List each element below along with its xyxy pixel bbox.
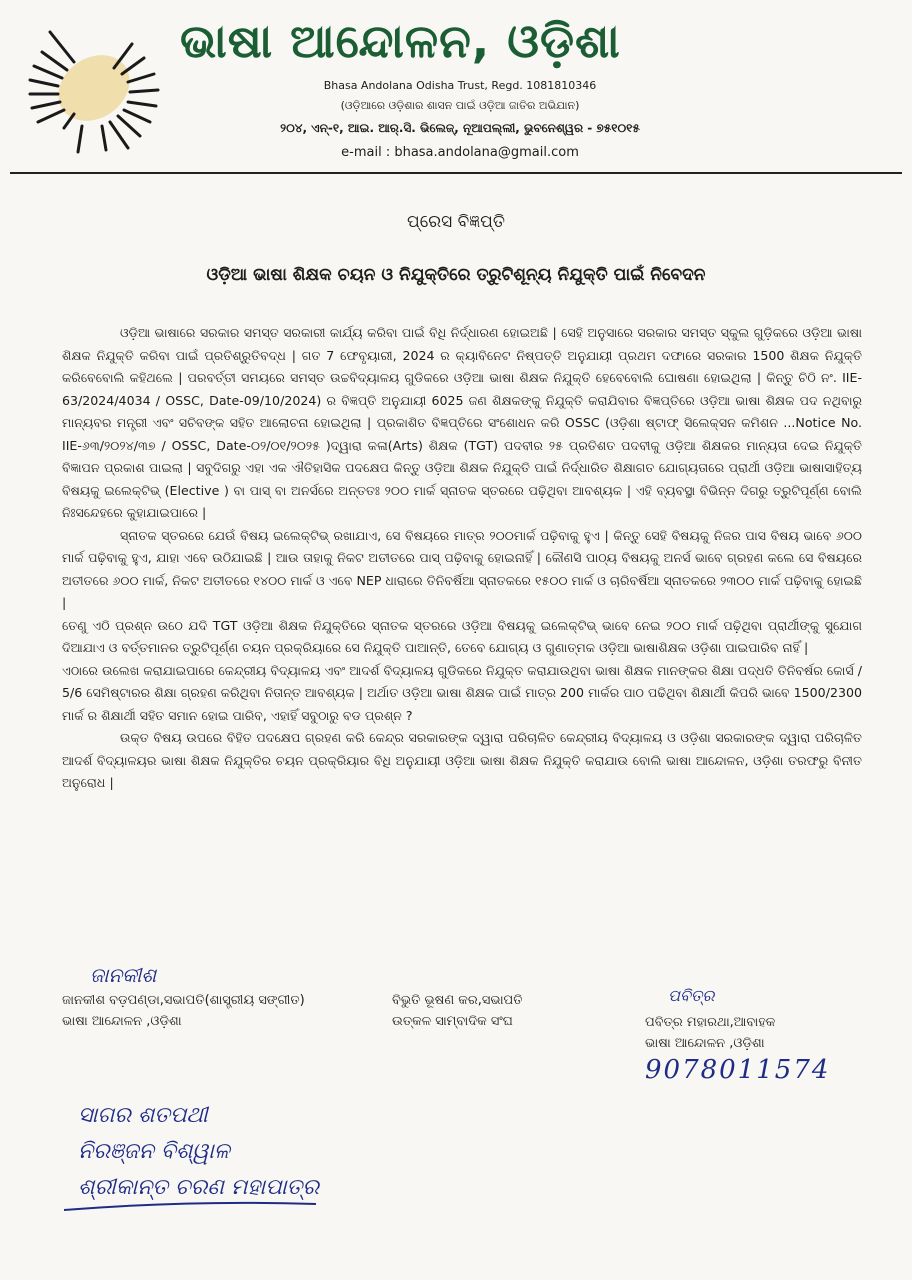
- signatory-1: [62, 990, 305, 1032]
- handwritten-name: ସାଗର ଶତପଥୀ: [78, 1103, 208, 1128]
- org-email: e-mail : bhasa.andolana@gmail.com: [341, 145, 579, 160]
- body-paragraph: ସ୍ନାତକ ସ୍ତରରେ ଯେଉଁ ବିଷୟ ଇଲେକ୍ଟିଭ୍ ରଖାଯାଏ, ସେ ବିଷୟରେ ମାତ୍ର ୨୦୦ମାର୍କ ପଢ଼ିବାକୁ ହୁଏ | କିନ୍ତୁ ସେହି ବିଷୟକୁ ନିଜର ପାସ ବିଷୟ ଭାବେ ୬୦୦ ମାର୍କ ପଢ଼ିବାକୁ ହୁଏ, ଯାହା ଏବେ ଉଠିଯାଇଛି | ଆଉ ତାହାକୁ ନିକଟ ଅତୀତରେ ପାସ୍ ପଢ଼ିବାକୁ ହୋଇନାହିଁ | କୌଣସି ପାଠ୍ୟ ବିଷୟକୁ ଅନର୍ସ ଭାବେ ଗ୍ରହଣ କଲେ ସେ ବିଷୟରେ ଅତୀତରେ ୬୦୦ ମାର୍କ, ନିକଟ ଅତୀତରେ ୧୪୦୦ ମାର୍କ ଓ ଏବେ NEP ଧାରାରେ ତିନିବର୍ଷିଆ ସ୍ନାତକରେ ୧୫୦୦ ମାର୍କ ଓ ଚାରିବର୍ଷିଆ ସ୍ନାତକରେ ୨୩୦୦ ମାର୍କ ପଢ଼ିବାକୁ ହୋଇଛି |: [62, 527, 862, 610]
- signatory-name: ଜାନକୀଶ ବଡ଼ପଣ୍ଡା,ସଭାପତି(ଶାସ୍ତ୍ରୀୟ ସଙ୍ଗୀତ): [62, 993, 305, 1008]
- body-paragraph: ଏଠାରେ ଉଲେଖ କରାଯାଇପାରେ କେନ୍ଦ୍ରୀୟ ବିଦ୍ୟାଳୟ ଏବଂ ଆଦର୍ଶ ବିଦ୍ୟାଳୟ ଗୁଡିକରେ ନିଯୁକ୍ତ କରାଯାଉଥିବା ଭାଷା ଶିକ୍ଷକ ମାନଙ୍କର ଶିକ୍ଷା ପଦ୍ଧତି ତିନିବର୍ଷର କୋର୍ସ / 5/6 ସେମିଷ୍ଟାରର ଶିକ୍ଷା ଗ୍ରହଣ କରିଥିବା ନିତାନ୍ତ ଆବଶ୍ୟକ | ଅର୍ଥାତ ଓଡ଼ିଆ ଭାଷା ଶିକ୍ଷକ ପାଇଁ ମାତ୍ର 200 ମାର୍କର ପାଠ ପଢିଥିବା ଶିକ୍ଷାର୍ଥୀ କିପରି ଭାବେ 1500/2300 ମାର୍କ ର ଶିକ୍ଷାର୍ଥୀ ସହିତ ସମାନ ହୋଇ ପାରିବ, ଏହାହିଁ ସବୁଠାରୁ ବଡ ପ୍ରଶ୍ନ ?: [62, 662, 862, 723]
- org-tagline: (ଓଡ଼ିଆରେ ଓଡ଼ିଶାର ଶାସନ ପାଇଁ ଓଡ଼ିଆ ଜାତିର ଅଭିଯାନ): [340, 99, 580, 112]
- signatory-2: [392, 990, 523, 1032]
- handwritten-phone: 9078011574: [645, 1055, 831, 1085]
- trust-registration: Bhasa Andolana Odisha Trust, Regd. 1081810346: [323, 79, 597, 92]
- signatory-org: ଉତ୍କଳ ସାମ୍ବାଦିକ ସଂଘ: [392, 1014, 513, 1029]
- handwritten-names: [78, 1098, 319, 1206]
- signatory-name: ପବିତ୍ର ମହାରଥା,ଆବାହକ: [645, 1015, 776, 1030]
- signatory-org: ଭାଷା ଆନ୍ଦୋଳନ ,ଓଡ଼ିଶା: [645, 1036, 765, 1051]
- signatory-name: ବିଭୁତି ଭୂଷଣ କର,ସଭାପତି: [392, 993, 523, 1008]
- document-body: [62, 322, 862, 795]
- body-paragraph: ତେଣୁ ଏଠି ପ୍ରଶ୍ନ ଉଠେ ଯଦି TGT ଓଡ଼ିଆ ଶିକ୍ଷକ ନିଯୁକ୍ତିରେ ସ୍ନାତକ ସ୍ତରରେ ଓଡ଼ିଆ ବିଷୟକୁ ଇଲେକ୍ଟିଭ୍ ଭାବେ ନେଇ ୨୦୦ ମାର୍କ ପଢ଼ିଥିବା ପ୍ରାର୍ଥୀଙ୍କୁ ସୁଯୋଗ ଦିଆଯାଏ ଓ ବର୍ତ୍ତମାନର ତ୍ରୁଟିପୂର୍ଣ୍ଣ ଚୟନ ପ୍ରକ୍ରିୟାରେ ସେ ନିଯୁକ୍ତି ପାଆନ୍ତି, ତେବେ ଯୋଗ୍ୟ ଓ ଗୁଣାତ୍ମକ ଓଡ଼ିଆ ଭାଷାଶିକ୍ଷକ ଓଡ଼ିଶା ପାଇପାରିବ ନାହିଁ |: [62, 617, 862, 655]
- document-subject: ଓଡ଼ିଆ ଭାଷା ଶିକ୍ଷକ ଚୟନ ଓ ନିଯୁକ୍ତିରେ ତ୍ରୁଟିଶୂନ୍ୟ ନିଯୁକ୍ତି ପାଇଁ ନିବେଦନ: [206, 265, 706, 285]
- header-divider: [10, 172, 902, 174]
- org-logo: [22, 22, 167, 162]
- org-name: ଭାଷା ଆନ୍ଦୋଳନ, ଓଡ଼ିଶା: [180, 14, 621, 68]
- signatory-3: [645, 1012, 775, 1054]
- document-heading: ପ୍ରେସ ବିଜ୍ଞପ୍ତି: [407, 212, 505, 232]
- org-address: ୨୦୪, ଏନ୍-୧, ଆଇ. ଆର୍.ସି. ଭିଲେଜ୍, ନୂଆପଲ୍ଲୀ, ଭୁବନେଶ୍ୱର - ୭୫୧୦୧୫: [280, 121, 640, 135]
- handwritten-name: ଶ୍ରୀକାନ୍ତ ଚରଣ ମହାପାତ୍ର: [78, 1175, 320, 1200]
- body-paragraph: ଉକ୍ତ ବିଷୟ ଉପରେ ବିହିତ ପଦକ୍ଷେପ ଗ୍ରହଣ କରି କେନ୍ଦ୍ର ସରକାରଙ୍କ ଦ୍ୱାରା ପରିଚାଳିତ କେନ୍ଦ୍ରୀୟ ବିଦ୍ୟାଳୟ ଓ ଓଡ଼ିଶା ସରକାରଙ୍କ ଦ୍ୱାରା ପରିଚାଳିତ ଆଦର୍ଶ ବିଦ୍ୟାଳୟର ଭାଷା ଶିକ୍ଷକ ନିଯୁକ୍ତିର ଚୟନ ପ୍ରକ୍ରିୟାର ବିଧି ଅନୁଯାୟୀ ଓଡ଼ିଆ ଭାଷା ଶିକ୍ଷକ ନିଯୁକ୍ତି କରାଯାଉ ବୋଲି ଭାଷା ଆନ୍ଦୋଳନ, ଓଡ଼ିଶା ତରଫରୁ ବିନୀତ ଅନୁରୋଧ |: [62, 730, 862, 790]
- sunburst-logo-icon: [22, 22, 167, 162]
- body-paragraph: ଓଡ଼ିଆ ଭାଷାରେ ସରକାର ସମସ୍ତ ସରକାରୀ କାର୍ଯ୍ୟ କରିବା ପାଇଁ ବିଧି ନିର୍ଦ୍ଧାରଣ ହୋଇଅଛି | ସେହି ଅନୁସାରେ ସରକାର ସମସ୍ତ ସ୍କୁଲ ଗୁଡ଼ିକରେ ଓଡ଼ିଆ ଭାଷା ଶିକ୍ଷକ ନିଯୁକ୍ତି କରିବା ପାଇଁ ପ୍ରତିଶ୍ରୁତିବଦ୍ଧ | ଗତ 7 ଫେବୃୟାରୀ, 2024 ର କ୍ୟାବିନେଟ ନିଷ୍ପତ୍ତି ଅନୁଯାୟୀ ପ୍ରଥମ ଦଫାରେ ସରକାର 1500 ଶିକ୍ଷକ ନିଯୁକ୍ତି କରିବେବୋଲି କହିଥଲେ | ପରବର୍ତ୍ତୀ ସମୟରେ ସମସ୍ତ ଉଚ୍ଚବିଦ୍ୟାଳୟ ଗୁଡିକରେ ଓଡ଼ିଆ ଭାଷା ଶିକ୍ଷକ ନିଯୁକ୍ତି ହେବେବୋଲି ଘୋଷଣା ହୋଇଥିଲା | କିନ୍ତୁ ଚିଠି ନଂ. IIE-63/2024/4034 / OSSC, Date-09/10/2024) ର ବିଜ୍ଞପ୍ତି ଅନୁଯାୟୀ 6025 ଜଣ ଶିକ୍ଷକଙ୍କୁ ନିଯୁକ୍ତି କରାଯିବାର ବିଜ୍ଞପ୍ତିରେ ଓଡ଼ିଆ ଭାଷା ଶିକ୍ଷକ ପଦ ନଥିବାରୁ ମାନ୍ୟବର ମନ୍ତ୍ରୀ ଏବଂ ସଚିବଙ୍କ ସହିତ ଆଲୋଚନା ହୋଇଥିଲା | ପ୍ରକାଶିତ ବିଜ୍ଞପ୍ତିରେ ସଂଶୋଧନ କରି OSSC (ଓଡ଼ିଶା ଷ୍ଟାଫ୍ ସିଲେକ୍ସନ କମିଶନ ...Notice No. IIE-୬୩/୨୦୨୪/୩୭ / OSSC, Date-୦୨/୦୧/୨୦୨୫ )ଦ୍ୱାରା କଳା(Arts) ଶିକ୍ଷକ (TGT) ପଦବୀର ୨୫ ପ୍ରତିଶତ ପଦବୀକୁ ଓଡ଼ିଆ ଶିକ୍ଷକର ମାନ୍ୟତା ଦେଇ ନିଯୁକ୍ତି ବିଜ୍ଞାପନ ପ୍ରକାଶ ପାଇଲା | ସବୁଦିଗରୁ ଏହା ଏକ ଐତିହାସିକ ପଦକ୍ଷେପ କିନ୍ତୁ ଓଡ଼ିଆ ଶିକ୍ଷକ ନିଯୁକ୍ତି ପାଇଁ ନିର୍ଦ୍ଧାରିତ ଶିକ୍ଷାଗତ ଯୋଗ୍ୟତାରେ ପ୍ରାର୍ଥୀ ଓଡ଼ିଆ ଭାଷାସାହିତ୍ୟ ବିଷୟକୁ ଇଲେକ୍ଟିଭ୍ (Elective ) ବା ପାସ୍ ବା ଅନର୍ସରେ ଅନ୍ତତଃ ୨୦୦ ମାର୍କ ସ୍ନାତକ ସ୍ତରରେ ପଢ଼ିଥିବା ଆବଶ୍ୟକ | ଏହି ବ୍ୟବସ୍ଥା ବିଭିନ୍ନ ଦିଗରୁ ତ୍ରୁଟିପୂର୍ଣ୍ଣ ବୋଲି ନିଃସନ୍ଦେହରେ କୁହାଯାଇପାରେ |: [62, 325, 862, 520]
- signature-1: ଜାନକୀଶ: [90, 963, 157, 987]
- signature-3: ପବିତ୍ର: [668, 986, 715, 1005]
- signatory-org: ଭାଷା ଆନ୍ଦୋଳନ ,ଓଡ଼ିଶା: [62, 1014, 182, 1029]
- handwritten-underline-icon: [60, 1198, 320, 1214]
- handwritten-name: ନିରଞ୍ଜନ ବିଶ୍ୱାଳ: [78, 1139, 230, 1164]
